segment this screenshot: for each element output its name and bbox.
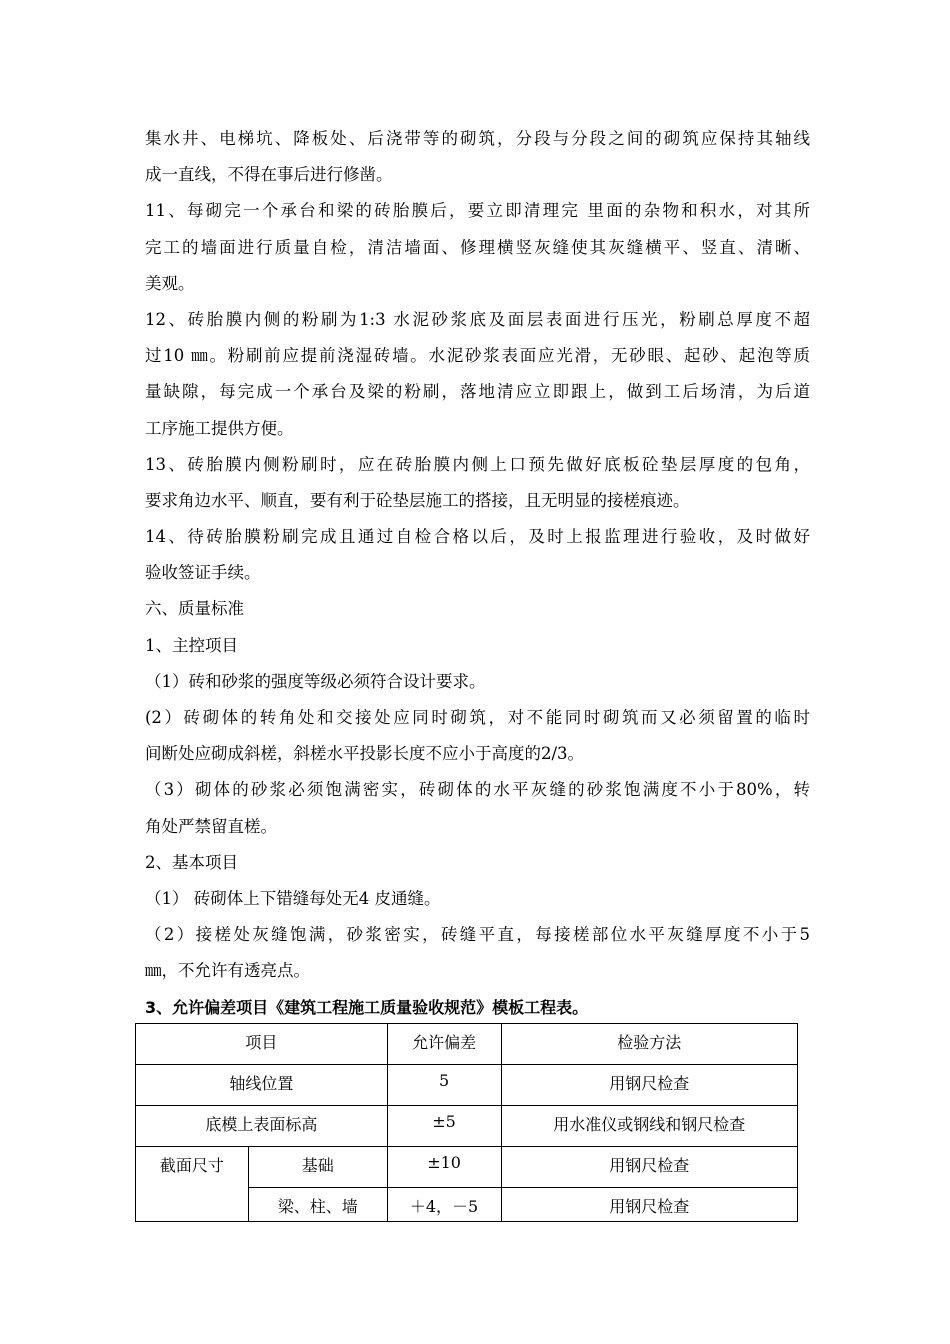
text-line: 11、每砌完一个承台和梁的砖胎膜后，要立即清理完 里面的杂物和积水，对其所 xyxy=(145,201,810,221)
document-body xyxy=(145,121,810,1026)
text-line: 要求角边水平、顺直，要有利于砼垫层施工的搭接，且无明显的接槎痕迹。 xyxy=(145,490,690,510)
table-header-row xyxy=(136,1024,798,1065)
text-line: 间断处应砌成斜槎，斜槎水平投影长度不应小于高度的2/3。 xyxy=(145,744,585,764)
text-line: （1）砖和砂浆的强度等级必须符合设计要求。 xyxy=(145,671,486,691)
text-line: 1、主控项目 xyxy=(145,635,238,655)
table-row xyxy=(136,1106,798,1147)
table-heading: 3、允许偏差项目《建筑工程施工质量验收规范》模板工程表。 xyxy=(145,997,589,1017)
text-line: 美观。 xyxy=(145,273,195,293)
cell-tolerance: ＋4，－5 xyxy=(387,1188,501,1222)
table-row xyxy=(136,1147,798,1188)
table-row xyxy=(136,1065,798,1106)
text-line: (2）砖砌体的转角处和交接处应同时砌筑，对不能同时砌筑而又必须留置的临时 xyxy=(145,708,810,727)
text-line: 14、待砖胎膜粉刷完成且通过自检合格以后，及时上报监理进行验收，及时做好 xyxy=(145,527,810,547)
text-line: 集水井、电梯坑、降板处、后浇带等的砌筑，分段与分段之间的砌筑应保持其轴线 xyxy=(145,129,810,148)
cell-tolerance: ±5 xyxy=(387,1106,501,1147)
header-method: 检验方法 xyxy=(501,1024,798,1065)
cell-method: 用钢尺检查 xyxy=(501,1147,798,1188)
cell-method: 用水准仪或钢线和钢尺检查 xyxy=(501,1106,798,1147)
text-line: 12、砖胎膜内侧的粉刷为1:3 水泥砂浆底及面层表面进行压光，粉刷总厚度不超 xyxy=(145,309,810,329)
cell-section-label: 截面尺寸 xyxy=(136,1147,249,1222)
text-line: 验收签证手续。 xyxy=(145,563,261,583)
text-line: 工序施工提供方便。 xyxy=(145,418,294,438)
text-line: 2、基本项目 xyxy=(145,852,238,872)
text-line: 过10 ㎜。粉刷前应提前浇湿砖墙。水泥砂浆表面应光滑，无砂眼、起砂、起泡等质 xyxy=(145,346,810,366)
text-line: 完工的墙面进行质量自检，清洁墙面、修理横竖灰缝使其灰缝横平、竖直、清晰、 xyxy=(145,237,810,257)
text-line: 13、砖胎膜内侧粉刷时，应在砖胎膜内侧上口预先做好底板砼垫层厚度的包角， xyxy=(145,454,810,474)
cell-sub-item: 梁、柱、墙 xyxy=(248,1188,387,1222)
text-line: ㎜，不允许有透亮点。 xyxy=(145,961,310,981)
cell-item: 底模上表面标高 xyxy=(136,1106,388,1147)
text-line: 成一直线，不得在事后进行修凿。 xyxy=(145,165,393,185)
cell-method: 用钢尺检查 xyxy=(501,1065,798,1106)
cell-tolerance: ±10 xyxy=(387,1147,501,1188)
cell-tolerance: 5 xyxy=(387,1065,501,1106)
text-line: 量缺隙，每完成一个承台及梁的粉刷，落地清应立即跟上，做到工后场清，为后道 xyxy=(145,382,810,402)
paragraph-list xyxy=(145,121,810,990)
tolerance-table xyxy=(135,1023,798,1222)
header-tolerance: 允许偏差 xyxy=(387,1024,501,1065)
header-item: 项目 xyxy=(136,1024,388,1065)
cell-sub-item: 基础 xyxy=(248,1147,387,1188)
text-line: （3）砌体的砂浆必须饱满密实，砖砌体的水平灰缝的砂浆饱满度不小于80%，转 xyxy=(145,780,810,800)
cell-method: 用钢尺检查 xyxy=(501,1188,798,1222)
text-line: 角处严禁留直槎。 xyxy=(145,816,277,836)
text-line: （2）接槎处灰缝饱满，砂浆密实，砖缝平直，每接槎部位水平灰缝厚度不小于5 xyxy=(145,925,810,945)
text-line: （1） 砖砌体上下错缝每处无4 皮通缝。 xyxy=(145,888,441,908)
text-line: 六、质量标准 xyxy=(145,599,244,619)
cell-item: 轴线位置 xyxy=(136,1065,388,1106)
